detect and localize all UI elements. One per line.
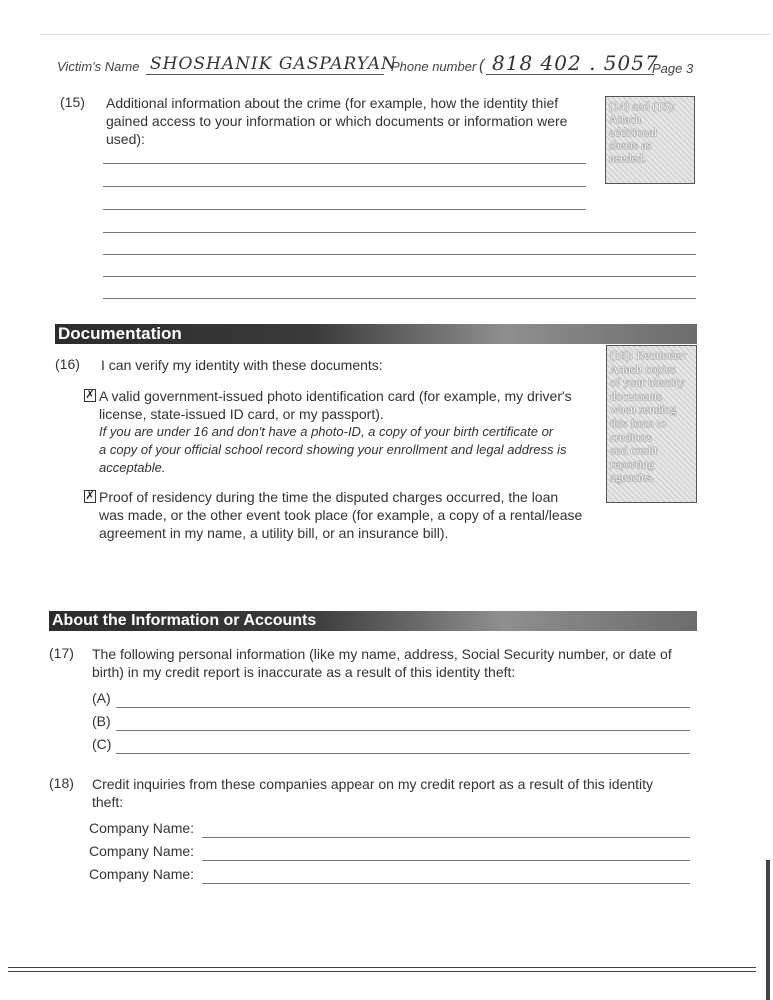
- documentation-section-header: Documentation: [55, 324, 697, 344]
- q16-sidebox: [606, 345, 697, 503]
- q15-answer-line[interactable]: [103, 276, 696, 277]
- victim-name-value: SHOSHANIK GASPARYAN: [150, 54, 397, 74]
- q15-sidebox: [605, 96, 695, 184]
- q15-number: (15): [60, 94, 85, 110]
- q15-text-line1: Additional information about the crime (for example, how the identity thief: [106, 95, 559, 111]
- q16-sidebox-line1: (16): Reminder:: [610, 348, 687, 362]
- q16-sidebox-line3: of your identity: [610, 375, 685, 390]
- residency-line3: agreement in my name, a utility bill, or an insurance bill).: [99, 525, 449, 541]
- q16-text: I can verify my identity with these documents:: [101, 357, 383, 373]
- bottom-rule: [8, 967, 756, 972]
- photo-id-checkbox[interactable]: ✗: [85, 389, 95, 401]
- page-number: Page 3: [652, 61, 694, 76]
- q15-sidebox-line1: (14) and (15):: [609, 99, 676, 113]
- photo-id-line2: license, state-issued ID card, or my passport).: [99, 406, 384, 422]
- victim-name-underline: [146, 74, 384, 75]
- q16-sidebox-line9: reporting: [610, 456, 654, 471]
- q15-sidebox-line3: additional: [609, 125, 657, 139]
- q17-field-a[interactable]: [116, 707, 690, 708]
- q15-answer-line[interactable]: [103, 298, 696, 299]
- q16-sidebox-line6: this form to: [610, 415, 666, 430]
- photo-id-line1: A valid government-issued photo identification card (for example, my driver's: [99, 388, 572, 404]
- company-name-label: Company Name:: [89, 843, 195, 859]
- q16-sidebox-line2: Attach copies: [610, 361, 676, 376]
- q17-text-line1: The following personal information (like my name, address, Social Security number, or date of: [92, 646, 672, 662]
- q16-sidebox-line4: documents: [610, 388, 662, 403]
- q17-label-b: (B): [92, 713, 111, 729]
- q18-number: (18): [49, 775, 74, 791]
- q16-number: (16): [55, 356, 80, 372]
- phone-paren: (: [479, 57, 485, 74]
- phone-underline: [486, 74, 654, 75]
- q18-text-line1: Credit inquiries from these companies appear on my credit report as a result of this identity: [92, 776, 654, 792]
- company-name-field-2[interactable]: [202, 860, 690, 861]
- residency-line1: Proof of residency during the time the disputed charges occurred, the loan: [99, 489, 559, 505]
- company-name-label: Company Name:: [89, 866, 195, 882]
- top-rule: [40, 34, 770, 35]
- page-edge-shadow: [766, 860, 770, 1000]
- q17-field-b[interactable]: [116, 730, 690, 731]
- q15-answer-line[interactable]: [103, 254, 696, 255]
- q17-label-a: (A): [92, 690, 111, 706]
- q15-answer-line[interactable]: [103, 186, 586, 187]
- accounts-section-header: About the Information or Accounts: [49, 611, 697, 631]
- q17-text-line2: birth) in my credit report is inaccurate as a result of this identity theft:: [92, 664, 516, 680]
- phone-value: 818 402 . 5057: [492, 51, 659, 75]
- q15-text-line2: gained access to your information or which documents or information were: [106, 113, 568, 129]
- company-name-field-1[interactable]: [202, 837, 690, 838]
- victim-name-label: Victim's Name: [57, 59, 140, 74]
- proof-of-residency-checkbox[interactable]: ✗: [85, 490, 95, 502]
- q17-field-c[interactable]: [116, 753, 690, 754]
- q16-sidebox-line7: creditors: [610, 429, 652, 444]
- phone-label: Phone number: [391, 59, 477, 74]
- q17-number: (17): [49, 645, 74, 661]
- q15-answer-line[interactable]: [103, 163, 586, 164]
- q15-answer-line[interactable]: [103, 232, 696, 233]
- residency-line2: was made, or the other event took place (for example, a copy of a rental/lease: [99, 507, 583, 523]
- q15-text-line3: used):: [106, 131, 145, 147]
- q15-sidebox-line5: needed.: [609, 151, 646, 165]
- company-name-field-3[interactable]: [202, 883, 690, 884]
- photo-id-note3: acceptable.: [99, 460, 166, 475]
- photo-id-note1: If you are under 16 and don't have a photo-ID, a copy of your birth certificate or: [99, 424, 554, 439]
- q16-sidebox-line5: when sending: [610, 402, 677, 417]
- q15-sidebox-line2: Attach: [609, 112, 641, 126]
- q15-answer-line[interactable]: [103, 209, 586, 210]
- q16-sidebox-line10: agencies.: [610, 470, 655, 485]
- q18-text-line2: theft:: [92, 794, 124, 810]
- company-name-label: Company Name:: [89, 820, 195, 836]
- q17-label-c: (C): [92, 736, 112, 752]
- q15-sidebox-line4: sheets as: [609, 138, 652, 152]
- q16-sidebox-line8: and credit: [610, 443, 658, 458]
- photo-id-note2: a copy of your official school record showing your enrollment and legal address is: [99, 442, 567, 457]
